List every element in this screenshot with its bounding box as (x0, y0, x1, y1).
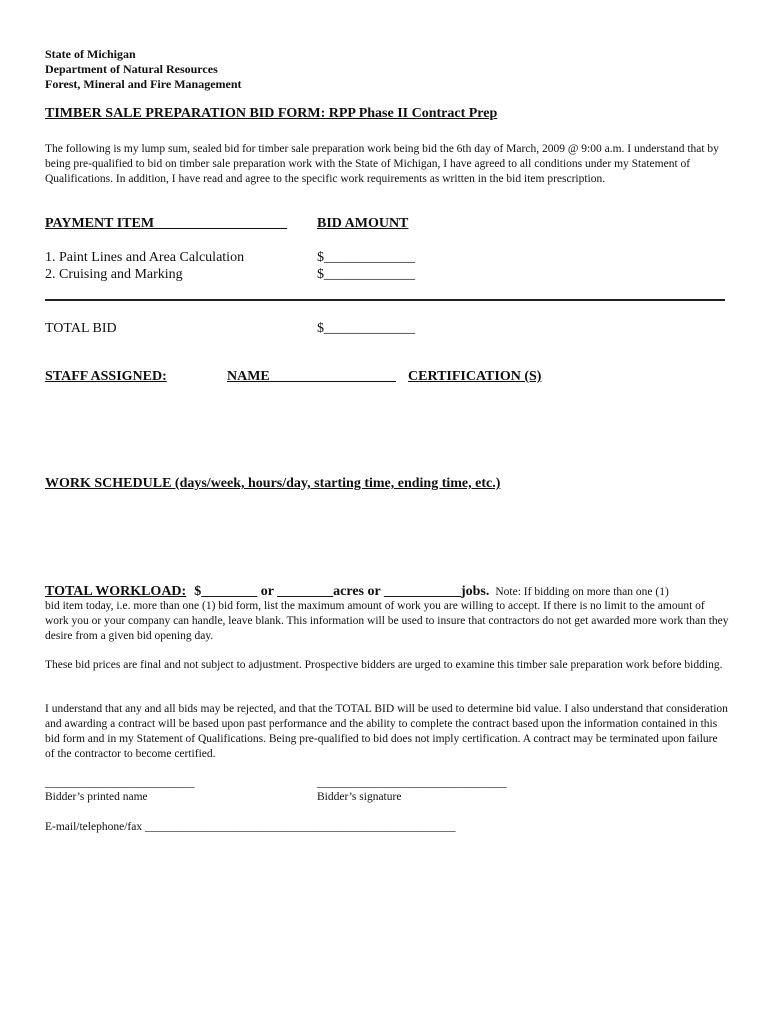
contact-label: E-mail/telephone/fax (45, 821, 143, 833)
printed-name-label: Bidder’s printed name (45, 791, 148, 803)
payment-amount-2[interactable]: $_____________ (317, 267, 415, 282)
signature-label: Bidder’s signature (317, 791, 402, 803)
total-bid-amount[interactable]: $_____________ (317, 321, 415, 336)
bid-final-paragraph: These bid prices are final and not subject to adjustment. Prospective bidders are urged to examine this timber sale preparation work before bidding. (45, 659, 723, 671)
contact-line[interactable]: ______________________________________________________ (144, 821, 456, 833)
work-schedule-label: WORK SCHEDULE (days/week, hours/day, starting time, ending time, etc.) (45, 476, 501, 491)
total-workload-line (45, 582, 669, 600)
staff-name-text: NAME (227, 369, 270, 384)
workload-note-lead: Note: If bidding on more than one (1) (495, 586, 669, 598)
header-state: State of Michigan (45, 47, 136, 61)
intro-paragraph: The following is my lump sum, sealed bid for timber sale preparation work being bid the 6th day of March, 2009 @ 9:00 a.m. I understand that by being pre-qualified to bid on timber sale preparation work with the State of Michigan, I have agreed to all conditions under my Statement of Qualifications. In addition, I have read and agree to the specific work requirements as written in the bid item prescription. (45, 143, 719, 185)
total-workload-label: TOTAL WORKLOAD: (45, 584, 187, 599)
workload-note: bid item today, i.e. more than one (1) bid form, list the maximum amount of work you are willing to accept. If there is no limit to the amount of work you or your company can handle, leave blank. This information will be used to insure that contractors do not get awarded more work than they desire from a given bid opening day. (45, 600, 729, 642)
total-workload-fields[interactable]: $________ or ________acres or ___________jobs. (194, 584, 490, 599)
staff-assigned-label: STAFF ASSIGNED: (45, 369, 167, 384)
signature-line[interactable]: _________________________________ (317, 777, 507, 789)
header-department: Department of Natural Resources (45, 62, 218, 76)
payment-item-2: 2. Cruising and Marking (45, 267, 183, 282)
bid-amount-header: BID AMOUNT (317, 216, 409, 231)
header-division: Forest, Mineral and Fire Management (45, 77, 242, 91)
printed-name-line[interactable]: __________________________ (45, 777, 195, 789)
section-divider (45, 299, 725, 301)
payment-item-header: PAYMENT ITEM___________________ (45, 216, 288, 231)
form-title: TIMBER SALE PREPARATION BID FORM: RPP Phase II Contract Prep (45, 106, 498, 121)
payment-amount-1[interactable]: $_____________ (317, 250, 415, 265)
bid-rejection-paragraph: I understand that any and all bids may be rejected, and that the TOTAL BID will be used to determine bid value. I also understand that consideration and awarding a contract will be based upon past performance and the ability to complete the contract based upon the information contained in this bid form and in my Statement of Qualifications. Being pre-qualified to bid does not imply certification. A contract may be terminated upon failure of the contractor to become certified. (45, 703, 728, 760)
contact-row (45, 821, 455, 833)
staff-certification-header: CERTIFICATION (S) (408, 369, 542, 384)
payment-item-1: 1. Paint Lines and Area Calculation (45, 250, 245, 265)
staff-name-header (227, 369, 396, 385)
total-bid-label: TOTAL BID (45, 321, 117, 336)
staff-name-line: __________________ (269, 369, 396, 384)
